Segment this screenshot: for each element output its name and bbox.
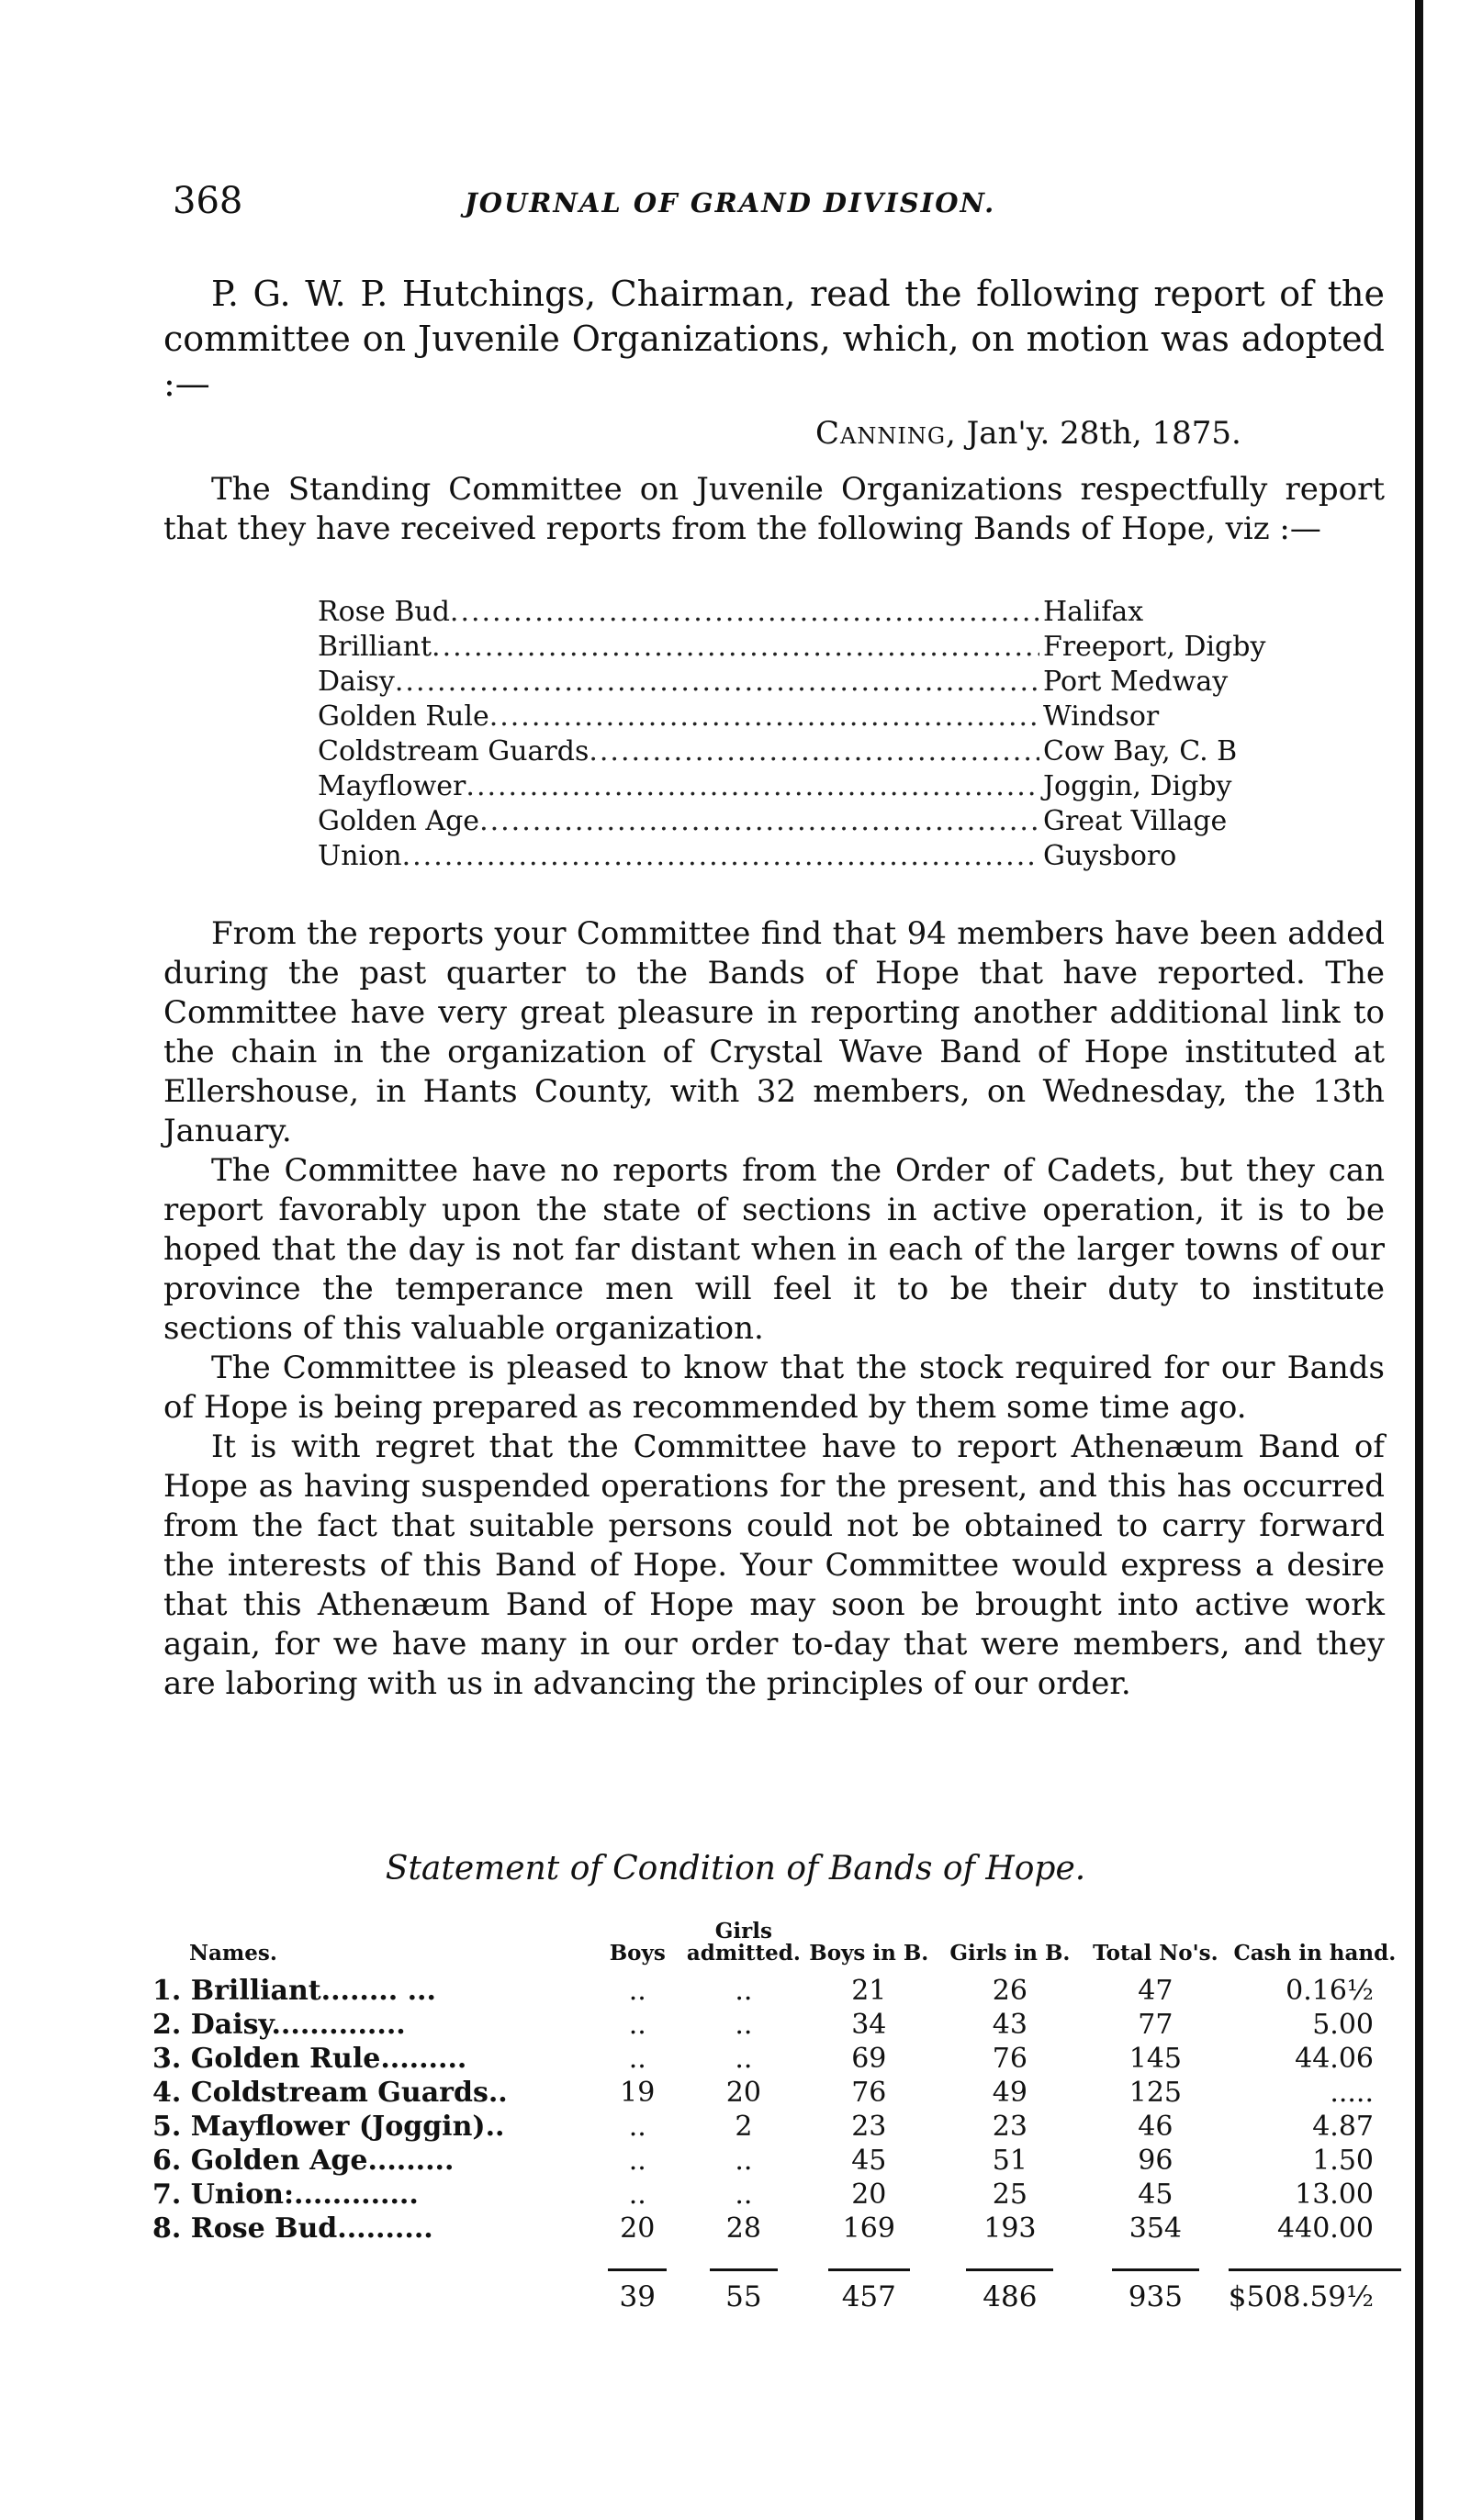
table-row <box>152 2144 1401 2178</box>
report-paragraph: From the reports your Committee find that 94 members have been added during the past quarter to the Bands of Hope that have reported. The Committee have very great pleasure in reporting another additional link to the chain in the organization of Crystal Wave Band of Hope instituted at Ellershouse, in Hants County, with 32 members, on Wednesday, the 13th January. <box>163 915 1385 1149</box>
leader-dots <box>589 734 1039 769</box>
band-name: Rose Bud <box>318 596 450 628</box>
cell-cash: 5.00 <box>1312 2009 1374 2041</box>
cell-cash: 1.50 <box>1312 2145 1374 2177</box>
cell-total: 77 <box>1138 2009 1173 2041</box>
totals-rule-row <box>152 2246 1401 2279</box>
table-title: Statement of Condition of Bands of Hope. <box>385 1850 1086 1887</box>
row-name: 5. Mayflower (Joggin).. <box>152 2111 505 2143</box>
dateline <box>815 415 1241 452</box>
cell-boys-in-b: 21 <box>851 1975 887 2007</box>
rule-line <box>589 2246 687 2279</box>
header-total: Total No's. <box>1093 1941 1218 1966</box>
cell-girls-in-b: 51 <box>992 2145 1027 2177</box>
header-boys-admitted <box>589 1921 687 1974</box>
report-paragraph: It is with regret that the Committee have to report Athenæum Band of Hope as having suspended operations for the present, and this has occurred from the fact that suitable persons could not be obtained to carry forward the interests of this Band of Hope. Your Committee would express a desire that this Athenæum Band of Hope may soon be brought into active work again, for we have many in our order to-day that were members, and they are laboring with us in advancing the principles of our order. <box>163 1428 1385 1702</box>
band-row <box>318 630 1291 665</box>
leader-dots <box>432 630 1039 665</box>
band-place: Port Medway <box>1043 666 1229 698</box>
cell-boys-in-b: 23 <box>851 2111 887 2143</box>
cell-boys-in-b: 169 <box>842 2212 895 2245</box>
band-row <box>318 769 1291 804</box>
cell-boys-in-b: 20 <box>851 2178 887 2211</box>
band-row <box>318 700 1291 734</box>
intro-paragraph <box>163 272 1385 407</box>
leader-dots <box>489 700 1039 734</box>
cell-boys-admitted: .. <box>628 2009 646 2041</box>
cell-girls-admitted: .. <box>735 2043 753 2075</box>
cell-boys-in-b: 34 <box>851 2009 887 2041</box>
table-row <box>152 2076 1401 2110</box>
band-name: Golden Rule <box>318 700 489 733</box>
band-row <box>318 839 1291 874</box>
cell-girls-admitted: .. <box>735 2178 753 2211</box>
leader-dots <box>479 804 1039 839</box>
total-boys-admitted: 39 <box>619 2279 656 2313</box>
header-admitted-label: admitted. <box>686 1941 801 1966</box>
row-name: 3. Golden Rule......... <box>152 2043 467 2075</box>
cell-total: 46 <box>1138 2111 1173 2143</box>
band-place: Freeport, Digby <box>1043 631 1266 663</box>
table-row <box>152 2212 1401 2246</box>
intro-text: P. G. W. P. Hutchings, Chairman, read the following report of the committee on Juvenile Organizations, which, on motion was adopted :— <box>163 274 1385 404</box>
header-girls-in-b: Girls in B. <box>949 1941 1071 1966</box>
table-row <box>152 2008 1401 2042</box>
cell-girls-admitted: 28 <box>725 2212 761 2245</box>
row-name: 8. Rose Bud.......... <box>152 2212 433 2245</box>
header-boys-in-b: Boys in B. <box>809 1941 929 1966</box>
band-name: Brilliant <box>318 631 432 663</box>
report-paragraph: The Committee is pleased to know that the stock required for our Bands of Hope is being prepared as recommended by them some time ago. <box>163 1350 1385 1426</box>
table-row <box>152 1974 1401 2008</box>
leader-dots <box>395 665 1039 700</box>
row-name: 1. Brilliant........ ... <box>152 1975 436 2007</box>
leader-dots <box>450 595 1039 630</box>
band-place: Joggin, Digby <box>1043 770 1232 802</box>
cell-girls-in-b: 43 <box>992 2009 1027 2041</box>
cell-boys-in-b: 76 <box>851 2077 887 2109</box>
page-header <box>173 180 1385 228</box>
band-row <box>318 595 1291 630</box>
totals-label-spacer <box>152 2279 589 2313</box>
cell-cash: 44.06 <box>1295 2043 1374 2075</box>
cell-girls-admitted: .. <box>735 2009 753 2041</box>
cell-girls-admitted: .. <box>735 1975 753 2007</box>
report-opening-text: The Standing Committee on Juvenile Organizations respectfully report that they have received reports from the following Bands of Hope, viz :— <box>163 471 1385 547</box>
cell-boys-admitted: 20 <box>620 2212 656 2245</box>
dateline-date: Jan'y. 28th, 1875. <box>966 415 1241 452</box>
header-girls-admitted <box>687 1921 801 1974</box>
cell-boys-admitted: .. <box>628 2043 646 2075</box>
band-name: Golden Age <box>318 805 480 837</box>
rule-line <box>938 2246 1083 2279</box>
total-girls-admitted: 55 <box>725 2279 762 2313</box>
page-number: 368 <box>173 180 243 222</box>
cell-boys-admitted: 19 <box>620 2077 656 2109</box>
leader-dots <box>402 839 1039 874</box>
cell-girls-admitted: .. <box>735 2145 753 2177</box>
cell-total: 125 <box>1129 2077 1183 2109</box>
totals-row <box>152 2279 1401 2313</box>
cell-total: 145 <box>1129 2043 1183 2075</box>
cell-girls-admitted: 2 <box>735 2111 753 2143</box>
rule-line <box>687 2246 801 2279</box>
total-boys-in-b: 457 <box>841 2279 896 2313</box>
header-girls-label: Girls <box>714 1919 772 1943</box>
cell-cash: 4.87 <box>1312 2111 1374 2143</box>
statement-table-wrapper <box>152 1921 1401 2313</box>
cell-girls-in-b: 26 <box>992 1975 1027 2007</box>
band-name: Mayflower <box>318 770 466 802</box>
rule-line <box>1083 2246 1229 2279</box>
table-row <box>152 2042 1401 2076</box>
cell-girls-in-b: 49 <box>992 2077 1027 2109</box>
running-head: JOURNAL OF GRAND DIVISION. <box>465 187 996 218</box>
row-name: 4. Coldstream Guards.. <box>152 2077 508 2109</box>
row-name: 2. Daisy.............. <box>152 2009 406 2041</box>
cell-boys-admitted: .. <box>628 2111 646 2143</box>
cell-cash: ..... <box>1330 2077 1374 2109</box>
cell-boys-admitted: .. <box>628 2145 646 2177</box>
rule-line <box>801 2246 938 2279</box>
cell-total: 96 <box>1138 2145 1173 2177</box>
band-row <box>318 665 1291 700</box>
cell-cash: 440.00 <box>1277 2212 1374 2245</box>
cell-girls-in-b: 25 <box>992 2178 1027 2211</box>
band-name: Daisy <box>318 666 395 698</box>
report-body <box>163 914 1385 1704</box>
band-place: Windsor <box>1043 700 1160 733</box>
band-place: Great Village <box>1043 805 1228 837</box>
band-place: Guysboro <box>1043 840 1177 872</box>
cell-total: 45 <box>1138 2178 1173 2211</box>
header-names: Names. <box>189 1941 277 1966</box>
band-name: Union <box>318 840 402 872</box>
row-name: 7. Union:............. <box>152 2178 419 2211</box>
total-total: 935 <box>1128 2279 1183 2313</box>
rule-line <box>1229 2246 1401 2279</box>
cell-girls-in-b: 23 <box>992 2111 1027 2143</box>
cell-cash: 13.00 <box>1295 2178 1374 2211</box>
band-row <box>318 804 1291 839</box>
total-cash: $508.59½ <box>1228 2279 1374 2313</box>
bands-list <box>318 595 1291 874</box>
table-row <box>152 2178 1401 2212</box>
statement-table <box>152 1921 1401 2313</box>
cell-boys-admitted: .. <box>628 1975 646 2007</box>
cell-boys-in-b: 45 <box>851 2145 887 2177</box>
header-boys-label: Boys <box>609 1941 666 1966</box>
report-opening <box>163 470 1385 549</box>
leader-dots <box>466 769 1039 804</box>
cell-girls-in-b: 193 <box>983 2212 1037 2245</box>
report-paragraph: The Committee have no reports from the Order of Cadets, but they can report favorably upon the state of sections in active operation, it is to be hoped that the day is not far distant when in each of the larger towns of our province the temperance men will feel it to be their duty to institute sections of this valuable organization. <box>163 1152 1385 1347</box>
rule-spacer <box>152 2246 589 2279</box>
dateline-place: Canning, <box>815 415 957 452</box>
cell-girls-admitted: 20 <box>725 2077 761 2109</box>
cell-total: 47 <box>1138 1975 1173 2007</box>
header-cash: Cash in hand. <box>1233 1941 1397 1966</box>
table-row <box>152 2110 1401 2144</box>
cell-boys-admitted: .. <box>628 2178 646 2211</box>
page-edge-rule <box>1415 0 1423 2520</box>
band-place: Halifax <box>1043 596 1144 628</box>
band-row <box>318 734 1291 769</box>
band-place: Cow Bay, C. B <box>1043 735 1238 767</box>
cell-cash: 0.16½ <box>1286 1975 1374 2007</box>
cell-girls-in-b: 76 <box>992 2043 1027 2075</box>
cell-total: 354 <box>1129 2212 1183 2245</box>
table-header-row <box>152 1921 1401 1974</box>
cell-boys-in-b: 69 <box>851 2043 887 2075</box>
band-name: Coldstream Guards <box>318 735 590 767</box>
total-girls-in-b: 486 <box>983 2279 1038 2313</box>
row-name: 6. Golden Age......... <box>152 2145 455 2177</box>
